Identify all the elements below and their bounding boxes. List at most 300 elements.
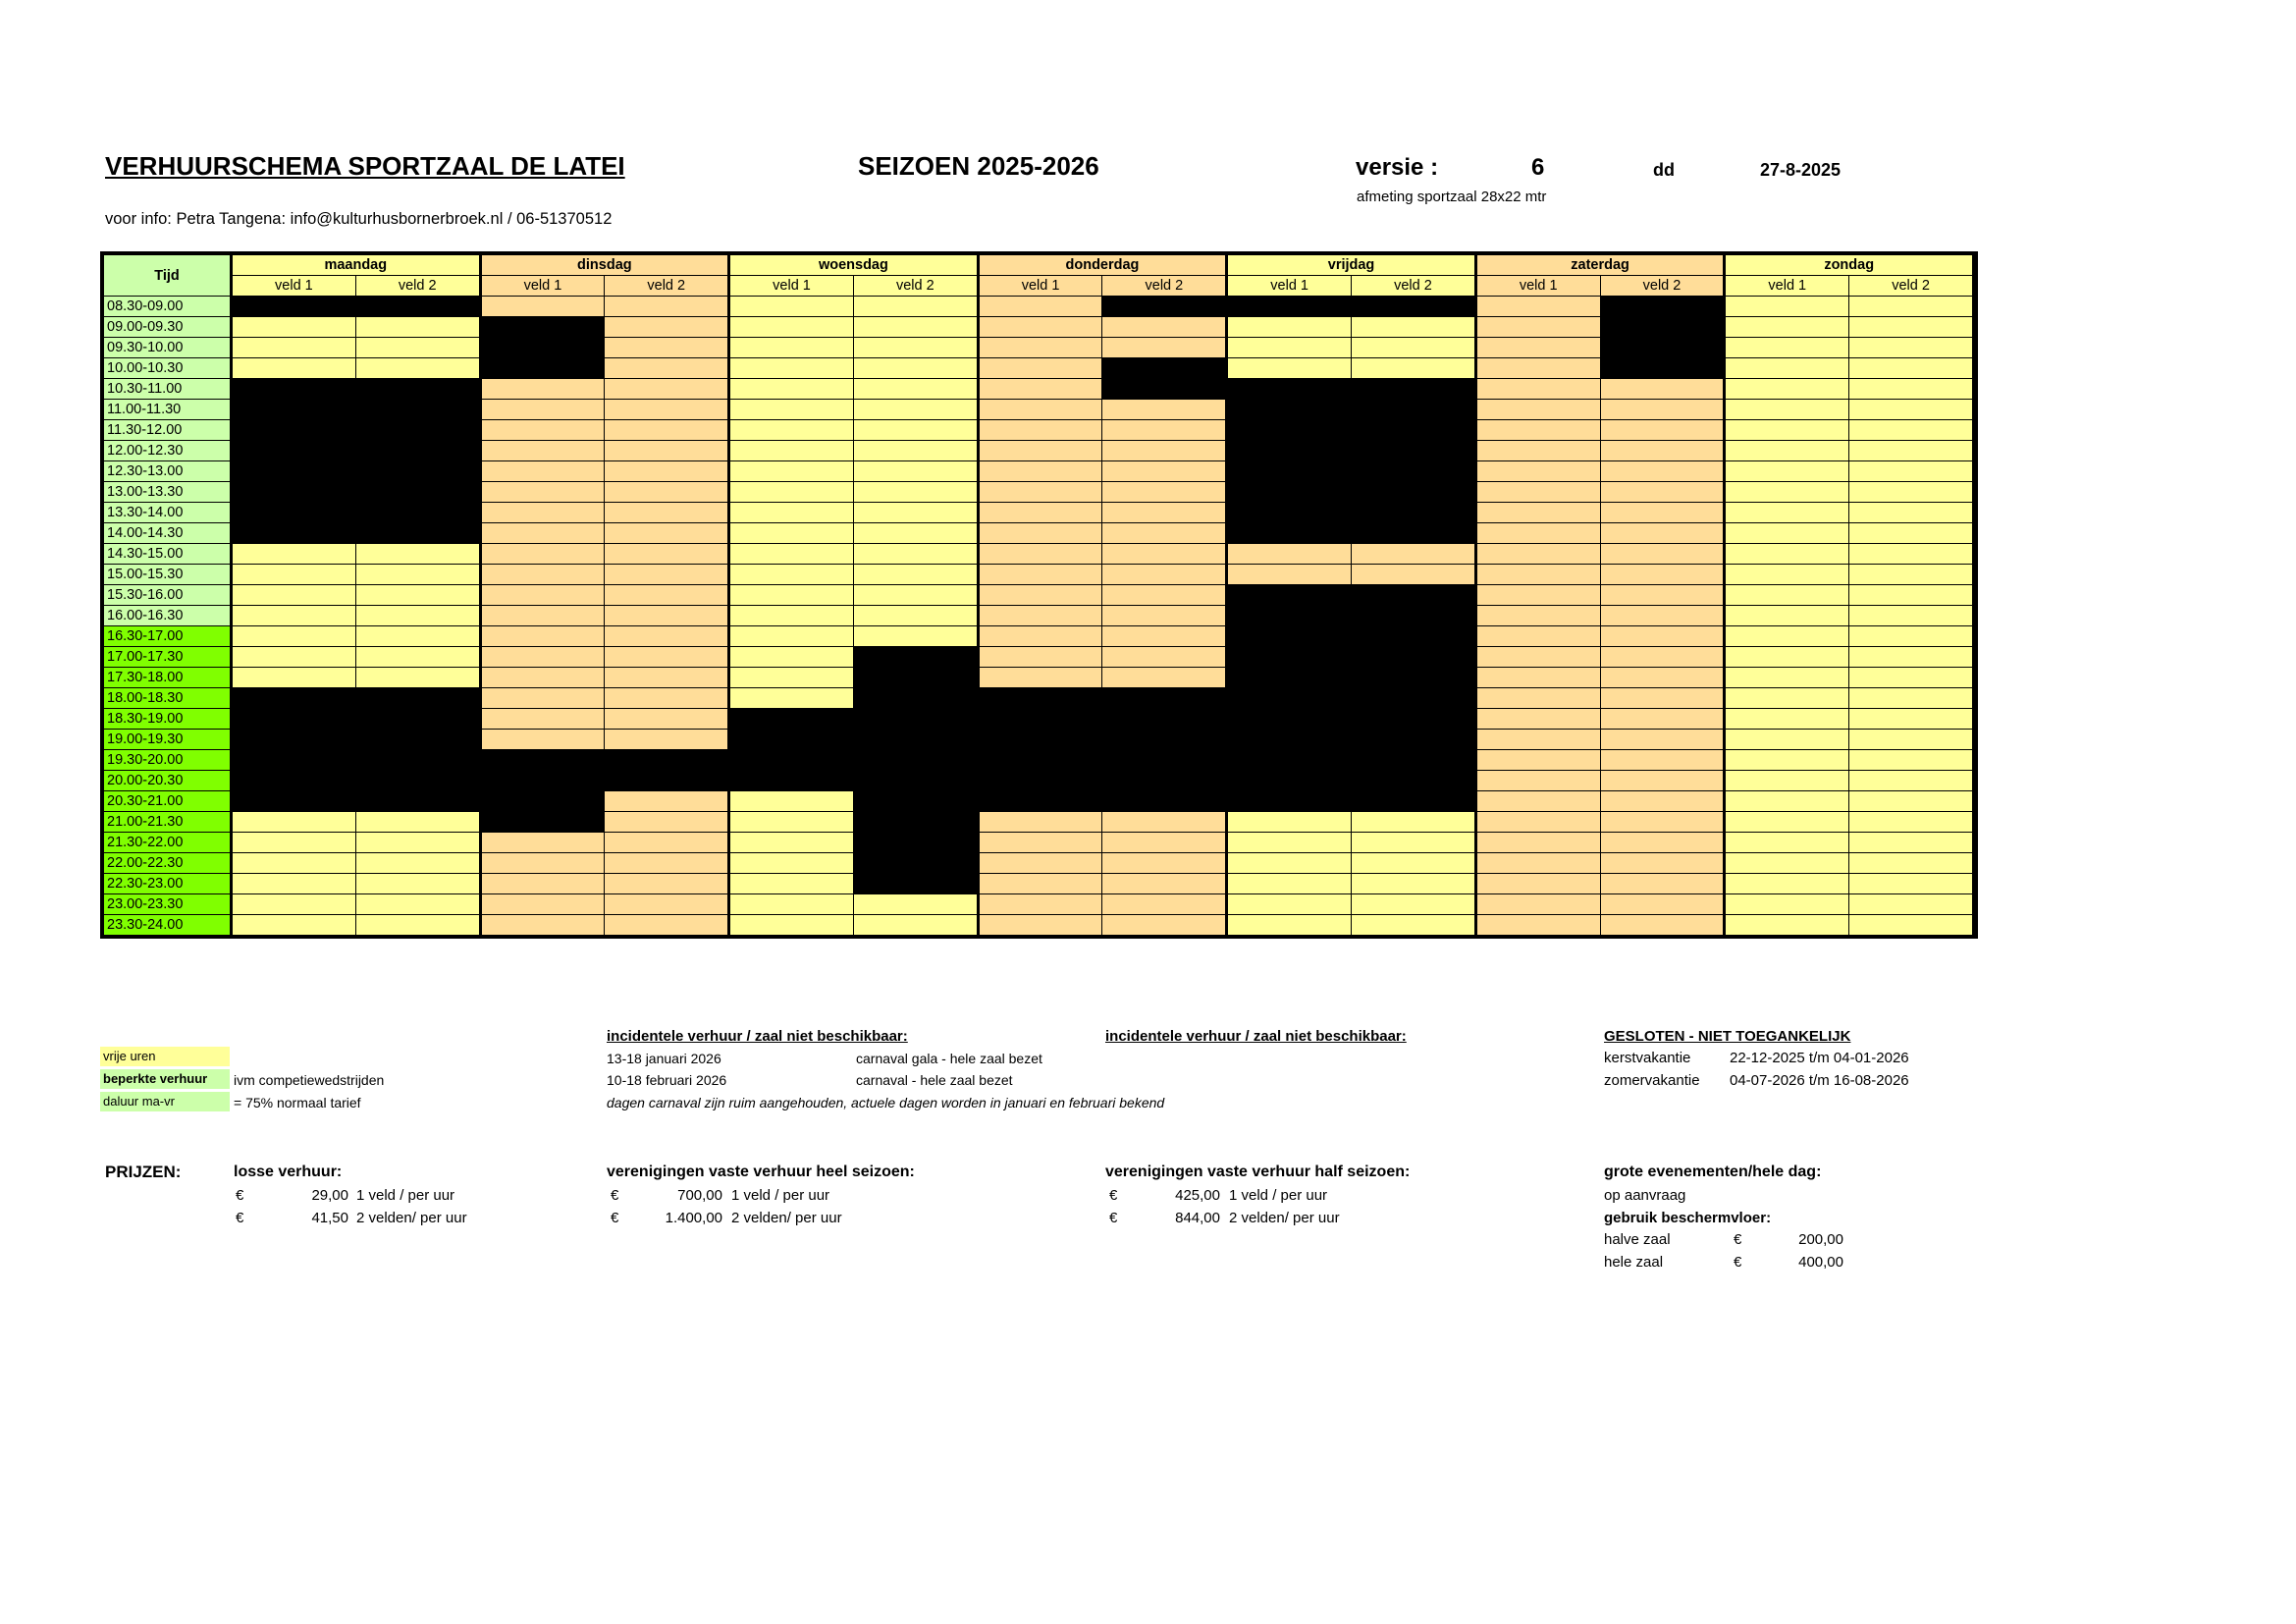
slot-available[interactable] [729, 461, 854, 482]
slot-occupied[interactable] [1352, 503, 1476, 523]
slot-available[interactable] [729, 482, 854, 503]
slot-available[interactable] [1475, 523, 1600, 544]
slot-occupied[interactable] [1352, 379, 1476, 400]
slot-available[interactable] [232, 833, 356, 853]
slot-available[interactable] [1600, 771, 1725, 791]
slot-available[interactable] [1725, 647, 1849, 668]
slot-available[interactable] [1725, 565, 1849, 585]
slot-available[interactable] [1475, 791, 1600, 812]
slot-available[interactable] [1475, 606, 1600, 626]
slot-available[interactable] [853, 441, 978, 461]
slot-available[interactable] [355, 647, 480, 668]
slot-available[interactable] [729, 585, 854, 606]
slot-available[interactable] [1725, 791, 1849, 812]
slot-available[interactable] [729, 915, 854, 936]
slot-available[interactable] [1600, 482, 1725, 503]
slot-available[interactable] [1352, 833, 1476, 853]
slot-available[interactable] [1475, 771, 1600, 791]
slot-occupied[interactable] [1227, 688, 1352, 709]
slot-available[interactable] [978, 441, 1102, 461]
slot-available[interactable] [729, 379, 854, 400]
slot-occupied[interactable] [605, 771, 729, 791]
slot-occupied[interactable] [853, 874, 978, 894]
slot-available[interactable] [1849, 585, 1974, 606]
slot-available[interactable] [1849, 833, 1974, 853]
slot-available[interactable] [729, 647, 854, 668]
slot-occupied[interactable] [1102, 297, 1227, 317]
slot-occupied[interactable] [355, 441, 480, 461]
slot-occupied[interactable] [1352, 441, 1476, 461]
slot-available[interactable] [480, 441, 605, 461]
slot-available[interactable] [1725, 503, 1849, 523]
slot-available[interactable] [1352, 565, 1476, 585]
slot-available[interactable] [1600, 585, 1725, 606]
slot-occupied[interactable] [355, 791, 480, 812]
slot-available[interactable] [1725, 379, 1849, 400]
slot-occupied[interactable] [480, 791, 605, 812]
slot-available[interactable] [729, 338, 854, 358]
slot-occupied[interactable] [1102, 709, 1227, 730]
slot-occupied[interactable] [480, 771, 605, 791]
slot-available[interactable] [978, 461, 1102, 482]
slot-available[interactable] [729, 833, 854, 853]
slot-available[interactable] [605, 853, 729, 874]
slot-available[interactable] [1227, 338, 1352, 358]
slot-occupied[interactable] [355, 688, 480, 709]
slot-occupied[interactable] [1352, 461, 1476, 482]
slot-available[interactable] [1352, 915, 1476, 936]
slot-occupied[interactable] [232, 461, 356, 482]
slot-available[interactable] [480, 544, 605, 565]
slot-occupied[interactable] [1227, 626, 1352, 647]
slot-available[interactable] [853, 626, 978, 647]
slot-occupied[interactable] [1352, 297, 1476, 317]
slot-available[interactable] [1475, 626, 1600, 647]
slot-available[interactable] [978, 853, 1102, 874]
slot-available[interactable] [853, 461, 978, 482]
slot-available[interactable] [978, 297, 1102, 317]
slot-available[interactable] [1849, 565, 1974, 585]
slot-occupied[interactable] [978, 730, 1102, 750]
slot-available[interactable] [853, 915, 978, 936]
slot-available[interactable] [1102, 565, 1227, 585]
slot-available[interactable] [355, 812, 480, 833]
slot-occupied[interactable] [978, 688, 1102, 709]
slot-available[interactable] [729, 420, 854, 441]
slot-occupied[interactable] [853, 688, 978, 709]
slot-available[interactable] [1475, 420, 1600, 441]
slot-available[interactable] [1475, 461, 1600, 482]
slot-occupied[interactable] [232, 750, 356, 771]
slot-available[interactable] [1600, 647, 1725, 668]
slot-occupied[interactable] [1352, 523, 1476, 544]
slot-available[interactable] [605, 400, 729, 420]
slot-available[interactable] [232, 874, 356, 894]
slot-occupied[interactable] [1600, 297, 1725, 317]
slot-available[interactable] [1352, 544, 1476, 565]
slot-available[interactable] [1475, 812, 1600, 833]
slot-occupied[interactable] [978, 771, 1102, 791]
slot-available[interactable] [978, 565, 1102, 585]
slot-available[interactable] [1725, 750, 1849, 771]
slot-available[interactable] [1102, 853, 1227, 874]
slot-available[interactable] [1600, 400, 1725, 420]
slot-available[interactable] [1352, 853, 1476, 874]
slot-occupied[interactable] [355, 771, 480, 791]
slot-available[interactable] [1725, 482, 1849, 503]
slot-available[interactable] [1849, 647, 1974, 668]
slot-available[interactable] [853, 420, 978, 441]
slot-available[interactable] [729, 874, 854, 894]
slot-available[interactable] [853, 894, 978, 915]
slot-available[interactable] [1849, 626, 1974, 647]
slot-available[interactable] [853, 523, 978, 544]
slot-available[interactable] [978, 482, 1102, 503]
slot-available[interactable] [1102, 441, 1227, 461]
slot-available[interactable] [355, 585, 480, 606]
slot-available[interactable] [1600, 668, 1725, 688]
slot-occupied[interactable] [1227, 379, 1352, 400]
slot-available[interactable] [1475, 565, 1600, 585]
slot-occupied[interactable] [1227, 482, 1352, 503]
slot-available[interactable] [232, 317, 356, 338]
slot-available[interactable] [355, 668, 480, 688]
slot-occupied[interactable] [1227, 503, 1352, 523]
slot-occupied[interactable] [480, 338, 605, 358]
slot-available[interactable] [605, 730, 729, 750]
slot-occupied[interactable] [232, 523, 356, 544]
slot-available[interactable] [1600, 688, 1725, 709]
slot-available[interactable] [729, 606, 854, 626]
slot-available[interactable] [729, 297, 854, 317]
slot-available[interactable] [1102, 915, 1227, 936]
slot-available[interactable] [1849, 338, 1974, 358]
slot-available[interactable] [1475, 709, 1600, 730]
slot-available[interactable] [1600, 709, 1725, 730]
slot-available[interactable] [853, 606, 978, 626]
slot-occupied[interactable] [978, 750, 1102, 771]
slot-available[interactable] [1475, 338, 1600, 358]
slot-available[interactable] [1600, 730, 1725, 750]
slot-occupied[interactable] [355, 503, 480, 523]
slot-available[interactable] [605, 565, 729, 585]
slot-occupied[interactable] [355, 461, 480, 482]
slot-available[interactable] [232, 812, 356, 833]
slot-available[interactable] [1725, 297, 1849, 317]
slot-available[interactable] [853, 482, 978, 503]
slot-available[interactable] [978, 503, 1102, 523]
slot-occupied[interactable] [1352, 482, 1476, 503]
slot-available[interactable] [978, 400, 1102, 420]
slot-occupied[interactable] [232, 379, 356, 400]
slot-available[interactable] [605, 812, 729, 833]
slot-available[interactable] [1849, 544, 1974, 565]
slot-available[interactable] [853, 565, 978, 585]
slot-available[interactable] [729, 626, 854, 647]
slot-available[interactable] [480, 853, 605, 874]
slot-available[interactable] [978, 812, 1102, 833]
slot-occupied[interactable] [480, 358, 605, 379]
slot-occupied[interactable] [853, 730, 978, 750]
slot-available[interactable] [729, 400, 854, 420]
slot-available[interactable] [480, 647, 605, 668]
slot-available[interactable] [232, 606, 356, 626]
slot-available[interactable] [1725, 668, 1849, 688]
slot-available[interactable] [480, 297, 605, 317]
slot-available[interactable] [1475, 297, 1600, 317]
slot-occupied[interactable] [853, 750, 978, 771]
slot-occupied[interactable] [1227, 585, 1352, 606]
slot-available[interactable] [1849, 853, 1974, 874]
slot-available[interactable] [480, 915, 605, 936]
slot-available[interactable] [1227, 853, 1352, 874]
slot-available[interactable] [1849, 317, 1974, 338]
slot-available[interactable] [1849, 668, 1974, 688]
slot-available[interactable] [1102, 812, 1227, 833]
slot-available[interactable] [232, 626, 356, 647]
slot-available[interactable] [1725, 338, 1849, 358]
slot-occupied[interactable] [729, 709, 854, 730]
slot-available[interactable] [1102, 874, 1227, 894]
slot-available[interactable] [729, 812, 854, 833]
slot-occupied[interactable] [1227, 400, 1352, 420]
slot-available[interactable] [1475, 750, 1600, 771]
slot-available[interactable] [355, 894, 480, 915]
slot-available[interactable] [355, 317, 480, 338]
slot-available[interactable] [1725, 523, 1849, 544]
slot-available[interactable] [355, 626, 480, 647]
slot-available[interactable] [232, 544, 356, 565]
slot-available[interactable] [1102, 523, 1227, 544]
slot-occupied[interactable] [853, 771, 978, 791]
slot-available[interactable] [729, 503, 854, 523]
slot-available[interactable] [605, 626, 729, 647]
slot-available[interactable] [978, 544, 1102, 565]
slot-available[interactable] [1475, 688, 1600, 709]
slot-available[interactable] [853, 585, 978, 606]
slot-available[interactable] [232, 647, 356, 668]
slot-available[interactable] [1227, 544, 1352, 565]
slot-available[interactable] [729, 317, 854, 338]
slot-occupied[interactable] [232, 503, 356, 523]
slot-occupied[interactable] [853, 647, 978, 668]
slot-available[interactable] [1725, 688, 1849, 709]
slot-occupied[interactable] [1227, 750, 1352, 771]
slot-available[interactable] [853, 503, 978, 523]
slot-occupied[interactable] [232, 709, 356, 730]
slot-available[interactable] [605, 647, 729, 668]
slot-available[interactable] [853, 400, 978, 420]
slot-available[interactable] [480, 503, 605, 523]
slot-available[interactable] [978, 894, 1102, 915]
slot-available[interactable] [1475, 358, 1600, 379]
slot-available[interactable] [1102, 482, 1227, 503]
slot-available[interactable] [1102, 338, 1227, 358]
slot-available[interactable] [1227, 833, 1352, 853]
slot-available[interactable] [1849, 812, 1974, 833]
slot-available[interactable] [1102, 626, 1227, 647]
slot-available[interactable] [1102, 503, 1227, 523]
slot-available[interactable] [1600, 523, 1725, 544]
slot-occupied[interactable] [355, 379, 480, 400]
slot-available[interactable] [480, 400, 605, 420]
slot-available[interactable] [355, 544, 480, 565]
slot-available[interactable] [1849, 791, 1974, 812]
slot-occupied[interactable] [605, 750, 729, 771]
slot-occupied[interactable] [853, 668, 978, 688]
slot-available[interactable] [605, 544, 729, 565]
slot-available[interactable] [480, 874, 605, 894]
slot-available[interactable] [1352, 812, 1476, 833]
slot-available[interactable] [729, 853, 854, 874]
slot-available[interactable] [1600, 379, 1725, 400]
slot-occupied[interactable] [1102, 771, 1227, 791]
slot-occupied[interactable] [1352, 791, 1476, 812]
slot-available[interactable] [605, 358, 729, 379]
slot-available[interactable] [1849, 503, 1974, 523]
slot-occupied[interactable] [355, 730, 480, 750]
slot-occupied[interactable] [1352, 668, 1476, 688]
slot-available[interactable] [978, 915, 1102, 936]
slot-available[interactable] [1102, 461, 1227, 482]
slot-available[interactable] [1849, 297, 1974, 317]
slot-available[interactable] [232, 565, 356, 585]
slot-available[interactable] [853, 358, 978, 379]
slot-occupied[interactable] [232, 297, 356, 317]
slot-available[interactable] [605, 915, 729, 936]
slot-available[interactable] [1475, 482, 1600, 503]
slot-available[interactable] [1725, 812, 1849, 833]
slot-available[interactable] [480, 688, 605, 709]
slot-available[interactable] [605, 833, 729, 853]
slot-available[interactable] [853, 317, 978, 338]
slot-occupied[interactable] [1227, 523, 1352, 544]
slot-occupied[interactable] [1102, 358, 1227, 379]
slot-available[interactable] [978, 523, 1102, 544]
slot-occupied[interactable] [1352, 400, 1476, 420]
slot-available[interactable] [605, 894, 729, 915]
slot-occupied[interactable] [853, 791, 978, 812]
slot-occupied[interactable] [1352, 750, 1476, 771]
slot-available[interactable] [605, 297, 729, 317]
slot-occupied[interactable] [355, 400, 480, 420]
slot-available[interactable] [232, 338, 356, 358]
slot-occupied[interactable] [1352, 709, 1476, 730]
slot-available[interactable] [853, 338, 978, 358]
slot-available[interactable] [1725, 915, 1849, 936]
slot-available[interactable] [1600, 626, 1725, 647]
slot-occupied[interactable] [355, 420, 480, 441]
slot-available[interactable] [1475, 400, 1600, 420]
slot-available[interactable] [605, 379, 729, 400]
slot-occupied[interactable] [480, 750, 605, 771]
slot-available[interactable] [605, 420, 729, 441]
slot-available[interactable] [978, 833, 1102, 853]
slot-occupied[interactable] [729, 750, 854, 771]
slot-available[interactable] [1600, 833, 1725, 853]
slot-occupied[interactable] [729, 730, 854, 750]
slot-available[interactable] [232, 358, 356, 379]
slot-available[interactable] [1849, 894, 1974, 915]
slot-available[interactable] [1475, 503, 1600, 523]
slot-available[interactable] [1725, 626, 1849, 647]
slot-occupied[interactable] [1227, 730, 1352, 750]
slot-occupied[interactable] [355, 482, 480, 503]
slot-available[interactable] [1849, 606, 1974, 626]
slot-available[interactable] [232, 915, 356, 936]
slot-available[interactable] [1849, 379, 1974, 400]
slot-occupied[interactable] [232, 791, 356, 812]
slot-occupied[interactable] [1227, 647, 1352, 668]
slot-available[interactable] [1600, 874, 1725, 894]
slot-available[interactable] [355, 358, 480, 379]
slot-available[interactable] [1352, 874, 1476, 894]
slot-available[interactable] [1352, 317, 1476, 338]
slot-available[interactable] [605, 523, 729, 544]
slot-occupied[interactable] [1227, 668, 1352, 688]
slot-available[interactable] [1849, 915, 1974, 936]
slot-available[interactable] [1102, 585, 1227, 606]
slot-available[interactable] [1475, 894, 1600, 915]
slot-occupied[interactable] [1102, 379, 1227, 400]
slot-available[interactable] [1725, 441, 1849, 461]
slot-occupied[interactable] [978, 709, 1102, 730]
slot-available[interactable] [605, 791, 729, 812]
slot-occupied[interactable] [1102, 791, 1227, 812]
slot-available[interactable] [978, 606, 1102, 626]
slot-available[interactable] [729, 523, 854, 544]
slot-available[interactable] [1849, 771, 1974, 791]
slot-available[interactable] [1475, 317, 1600, 338]
slot-available[interactable] [605, 688, 729, 709]
slot-available[interactable] [1725, 606, 1849, 626]
slot-available[interactable] [1725, 853, 1849, 874]
slot-available[interactable] [729, 441, 854, 461]
slot-occupied[interactable] [1227, 709, 1352, 730]
slot-available[interactable] [1600, 853, 1725, 874]
slot-available[interactable] [1227, 317, 1352, 338]
slot-available[interactable] [1475, 915, 1600, 936]
slot-available[interactable] [729, 668, 854, 688]
slot-available[interactable] [1475, 668, 1600, 688]
slot-occupied[interactable] [355, 709, 480, 730]
slot-available[interactable] [480, 606, 605, 626]
slot-available[interactable] [480, 461, 605, 482]
slot-occupied[interactable] [1227, 297, 1352, 317]
slot-occupied[interactable] [480, 812, 605, 833]
slot-available[interactable] [480, 668, 605, 688]
slot-available[interactable] [1475, 647, 1600, 668]
slot-available[interactable] [1849, 420, 1974, 441]
slot-available[interactable] [1475, 833, 1600, 853]
slot-available[interactable] [232, 894, 356, 915]
slot-available[interactable] [978, 874, 1102, 894]
slot-available[interactable] [1725, 730, 1849, 750]
slot-available[interactable] [605, 338, 729, 358]
slot-available[interactable] [1600, 441, 1725, 461]
slot-occupied[interactable] [1102, 730, 1227, 750]
slot-available[interactable] [1725, 420, 1849, 441]
slot-available[interactable] [729, 544, 854, 565]
slot-available[interactable] [480, 523, 605, 544]
slot-available[interactable] [1102, 833, 1227, 853]
slot-available[interactable] [1352, 338, 1476, 358]
slot-available[interactable] [480, 894, 605, 915]
slot-occupied[interactable] [1102, 688, 1227, 709]
slot-available[interactable] [1102, 668, 1227, 688]
slot-occupied[interactable] [1352, 771, 1476, 791]
slot-available[interactable] [1475, 441, 1600, 461]
